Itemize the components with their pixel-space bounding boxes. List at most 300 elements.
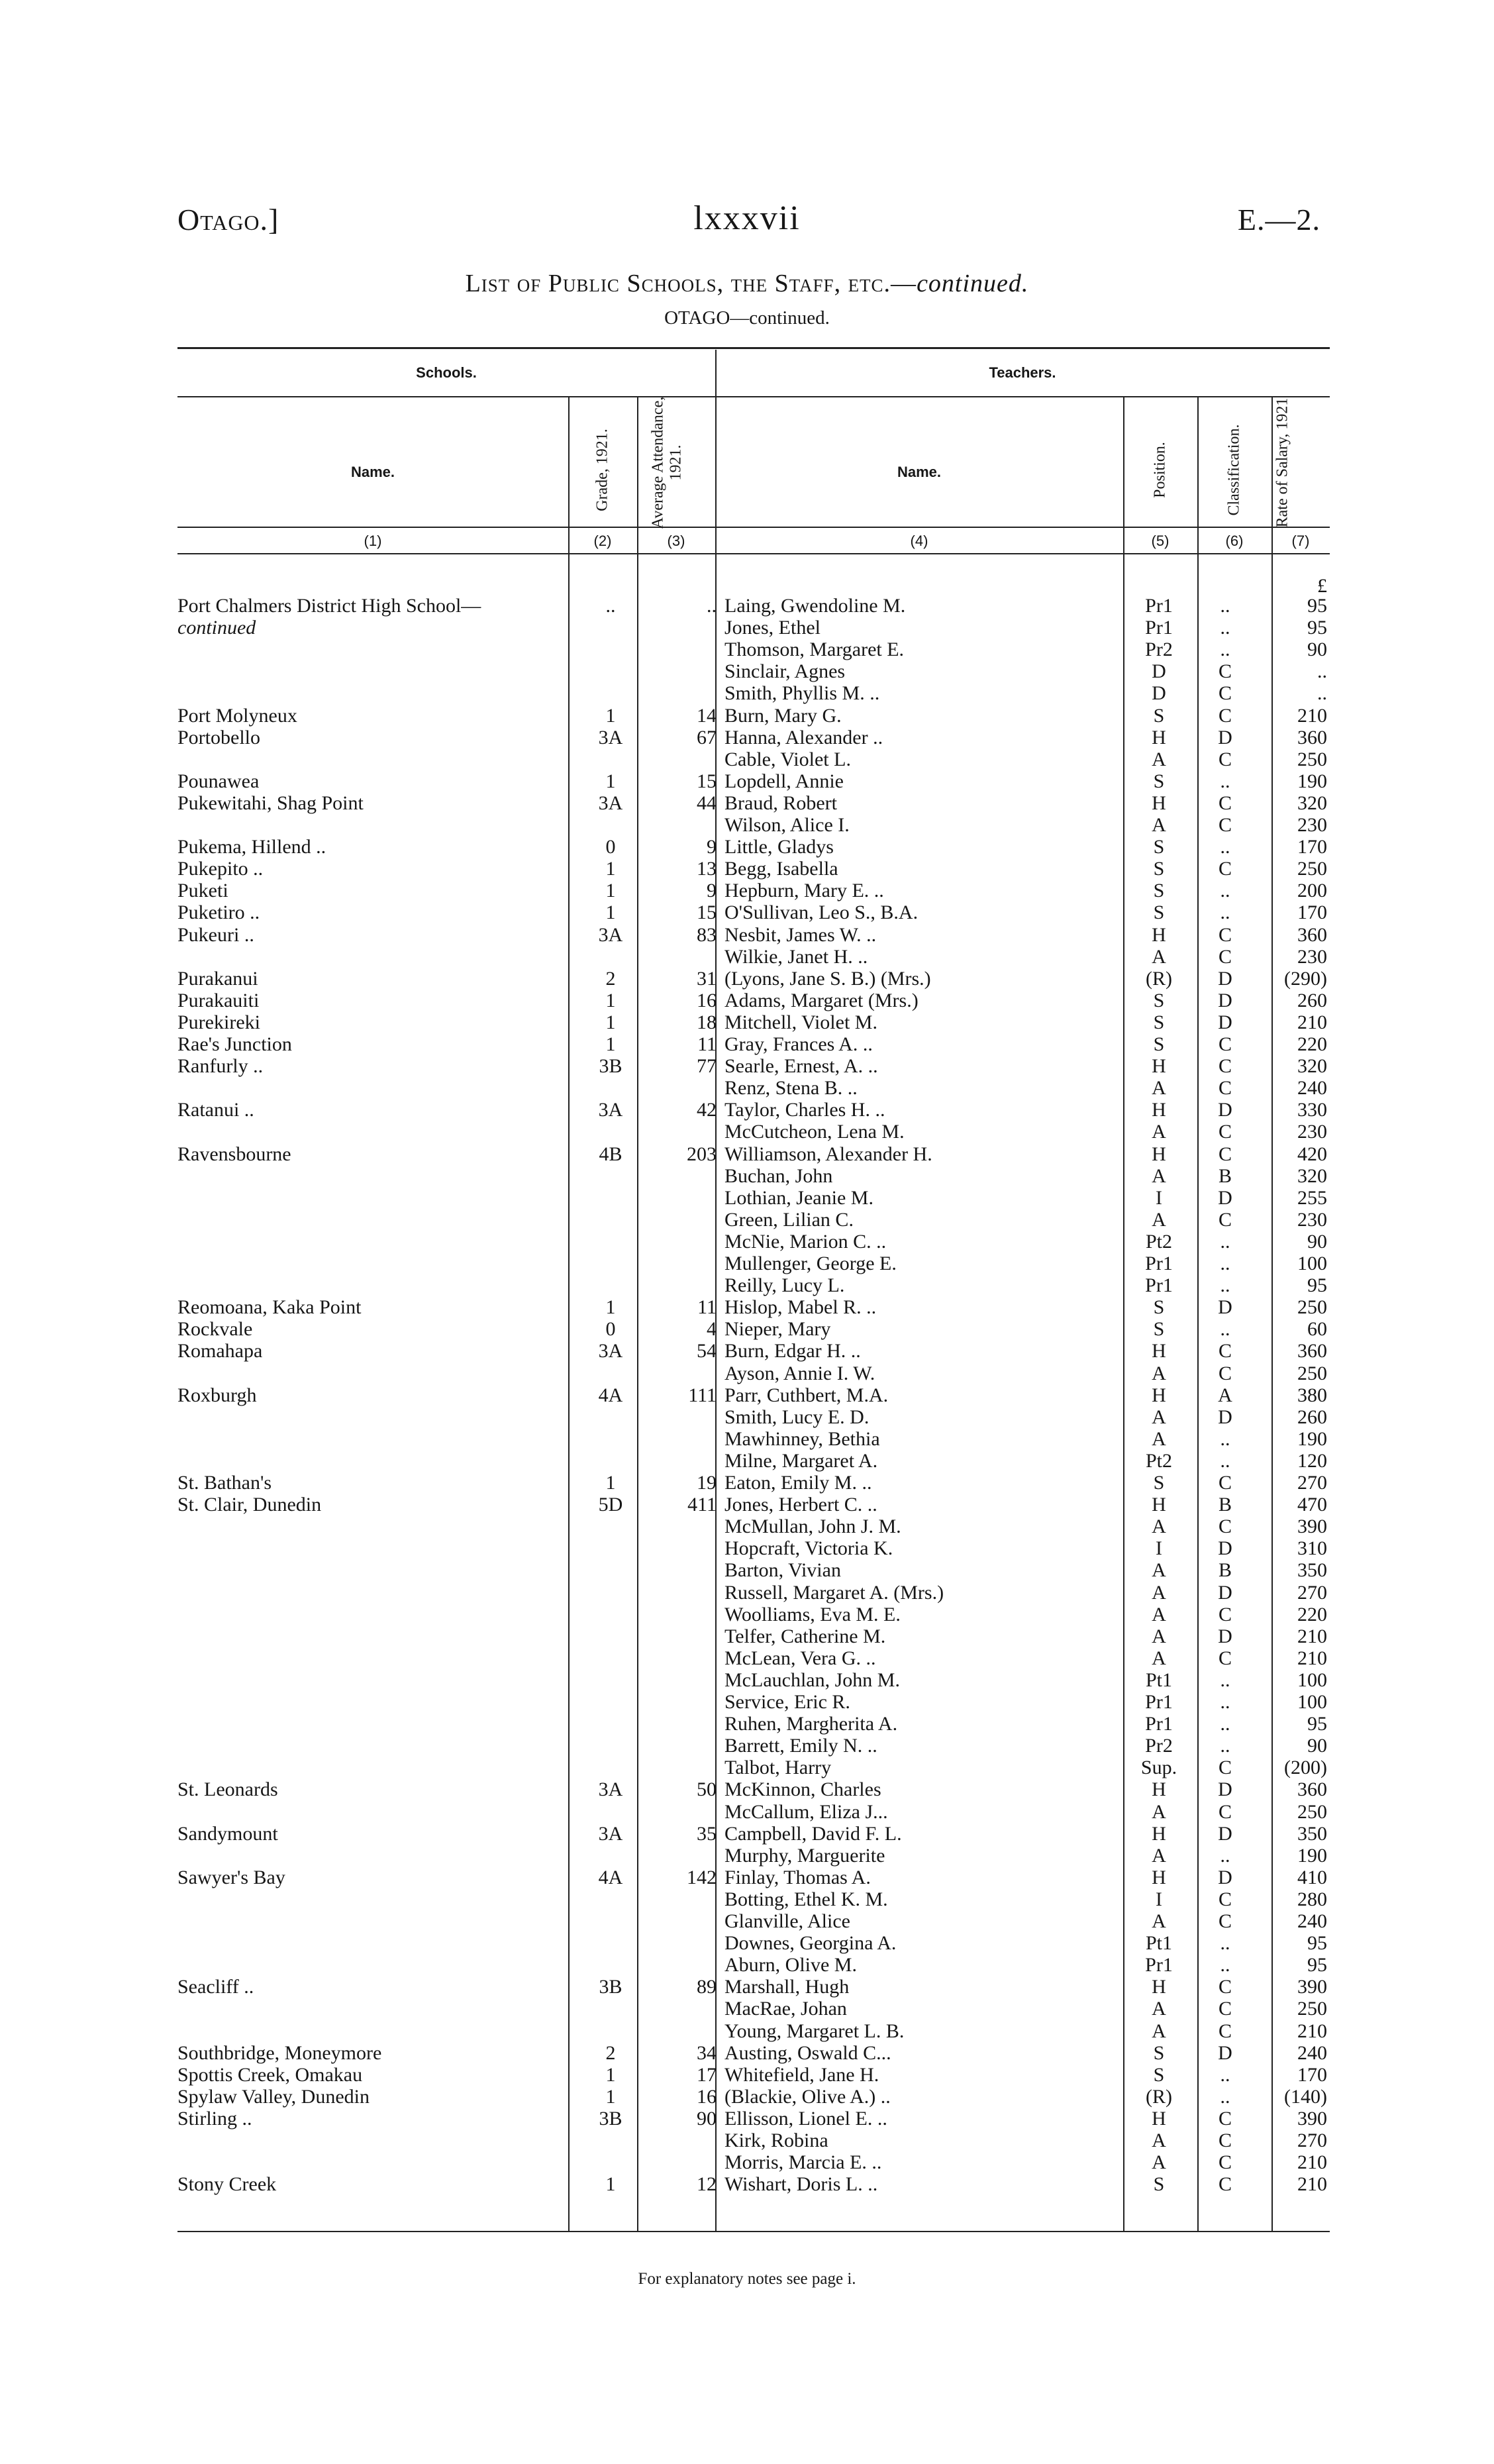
title-main: List of Public Schools, the Staff, etc.— xyxy=(465,270,917,297)
attendance: 9 xyxy=(707,836,717,858)
table-row xyxy=(0,705,1494,727)
teacher-name: Whitefield, Jane H. xyxy=(724,2063,879,2086)
position: A xyxy=(1152,2020,1166,2042)
colnum-6: (6) xyxy=(1225,533,1244,549)
grade: 1 xyxy=(605,858,616,880)
attendance: 142 xyxy=(687,1866,717,1888)
school-name: Pukepito .. xyxy=(177,858,264,880)
salary: 95 xyxy=(1307,595,1327,617)
classification: .. xyxy=(1220,836,1230,858)
position: A xyxy=(1152,1800,1166,1823)
grade: 1 xyxy=(605,770,616,792)
table-row xyxy=(0,1691,1494,1713)
position: (R) xyxy=(1146,967,1172,990)
table-row xyxy=(0,1428,1494,1450)
attendance: 11 xyxy=(697,1033,717,1055)
table-row xyxy=(0,682,1494,704)
salary: 320 xyxy=(1297,1164,1327,1187)
attendance: 4 xyxy=(707,1318,717,1341)
position: D xyxy=(1152,682,1166,705)
school-name: Puketi xyxy=(177,880,228,902)
attendance: .. xyxy=(707,595,717,617)
salary: 360 xyxy=(1297,923,1327,946)
table-row xyxy=(0,792,1494,814)
position: A xyxy=(1152,1581,1166,1604)
teacher-name: Nesbit, James W. .. xyxy=(724,923,877,946)
grade: 1 xyxy=(605,1033,616,1055)
salary: 100 xyxy=(1297,1253,1327,1274)
table-row xyxy=(0,1976,1494,1998)
grade: 3A xyxy=(598,1340,623,1362)
table-row xyxy=(0,1099,1494,1121)
position: S xyxy=(1153,901,1165,924)
grade: 1 xyxy=(605,1472,616,1494)
position: Pr1 xyxy=(1145,1253,1173,1274)
attendance: 15 xyxy=(697,901,717,924)
teacher-name: Marshall, Hugh xyxy=(724,1976,850,1998)
position: S xyxy=(1153,2173,1165,2196)
teacher-name: Russell, Margaret A. (Mrs.) xyxy=(724,1581,944,1604)
school-name: Southbridge, Moneymore xyxy=(177,2041,382,2064)
salary: 100 xyxy=(1297,1668,1327,1691)
salary: 360 xyxy=(1297,1778,1327,1801)
teacher-name: O'Sullivan, Leo S., B.A. xyxy=(724,901,919,924)
position: S xyxy=(1153,1033,1165,1055)
salary: 360 xyxy=(1297,1340,1327,1362)
footnote: For explanatory notes see page i. xyxy=(638,2270,856,2288)
school-name: continued xyxy=(177,617,256,639)
teacher-name: Sinclair, Agnes xyxy=(724,660,846,683)
attendance: 15 xyxy=(697,770,717,792)
salary: 270 xyxy=(1297,1472,1327,1494)
salary: 220 xyxy=(1297,1603,1327,1625)
table-row xyxy=(0,946,1494,968)
position: A xyxy=(1152,748,1166,770)
position: Pt2 xyxy=(1145,1230,1173,1253)
grade: 2 xyxy=(605,967,616,990)
salary: 240 xyxy=(1297,2041,1327,2064)
teacher-name: Wilkie, Janet H. .. xyxy=(724,945,868,968)
table-row xyxy=(0,2130,1494,2151)
colnum-5: (5) xyxy=(1151,533,1170,549)
salary-header: Rate of Salary, 1921 xyxy=(1273,397,1291,528)
teacher-name: Mitchell, Violet M. xyxy=(724,1011,877,1033)
classification: A xyxy=(1218,1384,1232,1406)
classification: C xyxy=(1218,2130,1232,2151)
table-row xyxy=(0,901,1494,923)
position: A xyxy=(1152,1362,1166,1384)
classification: D xyxy=(1218,1186,1232,1209)
school-name: Puketiro .. xyxy=(177,901,260,924)
classification: D xyxy=(1218,1099,1232,1121)
position: H xyxy=(1152,1099,1166,1121)
grade: 1 xyxy=(605,2063,616,2086)
teacher-name: Downes, Georgina A. xyxy=(724,1932,897,1955)
classification: .. xyxy=(1220,595,1230,617)
salary: 250 xyxy=(1297,858,1327,880)
position: H xyxy=(1152,2107,1166,2130)
classification: .. xyxy=(1220,1274,1230,1297)
grade: 4B xyxy=(599,1143,622,1165)
table-row xyxy=(0,1143,1494,1165)
teacher-name: McMullan, John J. M. xyxy=(724,1515,901,1538)
attendance-header: Average Attendance, 1921. xyxy=(649,396,685,529)
grade: 5D xyxy=(598,1494,623,1516)
position: Pr1 xyxy=(1145,595,1173,617)
teacher-name: (Blackie, Olive A.) .. xyxy=(724,2085,891,2108)
teacher-name: Morris, Marcia E. .. xyxy=(724,2151,882,2174)
table-row xyxy=(0,1209,1494,1231)
classification: C xyxy=(1218,1603,1232,1625)
school-name: Pukewitahi, Shag Point xyxy=(177,792,364,814)
table-row xyxy=(0,1910,1494,1932)
teacher-name: Buchan, John xyxy=(724,1164,833,1187)
teacher-name: Wishart, Doris L. .. xyxy=(724,2173,878,2196)
table-row xyxy=(0,595,1494,617)
salary: 95 xyxy=(1307,617,1327,639)
table-row xyxy=(0,1340,1494,1362)
attendance: 16 xyxy=(697,2085,717,2108)
school-name: Stirling .. xyxy=(177,2107,252,2130)
table-row xyxy=(0,1274,1494,1296)
school-name: Ratanui .. xyxy=(177,1099,254,1121)
salary: 170 xyxy=(1297,836,1327,858)
salary: 170 xyxy=(1297,901,1327,924)
position: H xyxy=(1152,923,1166,946)
position: S xyxy=(1153,1296,1165,1319)
position: A xyxy=(1152,1164,1166,1187)
classification-header: Classification. xyxy=(1225,424,1243,516)
teacher-name: Williamson, Alexander H. xyxy=(724,1143,932,1165)
salary: 210 xyxy=(1297,2020,1327,2042)
position: Pt1 xyxy=(1145,1932,1173,1955)
teacher-name: Smith, Lucy E. D. xyxy=(724,1406,870,1428)
teacher-name: Hanna, Alexander .. xyxy=(724,726,883,748)
salary: 90 xyxy=(1307,1735,1327,1757)
teacher-name: Smith, Phyllis M. .. xyxy=(724,682,880,705)
salary: 190 xyxy=(1297,1844,1327,1867)
salary: 220 xyxy=(1297,1033,1327,1055)
classification: C xyxy=(1218,1077,1232,1100)
grade: 1 xyxy=(605,989,616,1011)
attendance: 50 xyxy=(697,1778,717,1801)
salary: 240 xyxy=(1297,1077,1327,1100)
position: H xyxy=(1152,1384,1166,1406)
classification: .. xyxy=(1220,1668,1230,1691)
salary: (140) xyxy=(1284,2085,1327,2108)
table-row xyxy=(0,660,1494,682)
position: Pr1 xyxy=(1145,617,1173,639)
grade: 3B xyxy=(599,2107,622,2130)
page-subtitle: OTAGO—continued. xyxy=(664,307,830,329)
position: Pr1 xyxy=(1145,1713,1173,1735)
table-bottom-rule xyxy=(177,2231,1330,2232)
salary: 90 xyxy=(1307,1230,1327,1253)
teacher-name: Renz, Stena B. .. xyxy=(724,1077,858,1100)
table-row xyxy=(0,1406,1494,1428)
school-name: Roxburgh xyxy=(177,1384,257,1406)
position: S xyxy=(1153,836,1165,858)
table-row xyxy=(0,1077,1494,1099)
classification: C xyxy=(1218,1121,1232,1143)
table-row xyxy=(0,1318,1494,1340)
classification: .. xyxy=(1220,1713,1230,1735)
classification: .. xyxy=(1220,1691,1230,1713)
salary: 200 xyxy=(1297,880,1327,902)
grade-header: Grade, 1921. xyxy=(593,429,611,511)
school-name: St. Clair, Dunedin xyxy=(177,1494,322,1516)
teacher-name: Mullenger, George E. xyxy=(724,1253,897,1274)
salary: 120 xyxy=(1297,1449,1327,1472)
position: A xyxy=(1152,1208,1166,1231)
salary: 310 xyxy=(1297,1537,1327,1560)
grade: 1 xyxy=(605,2085,616,2108)
header-rule-1 xyxy=(177,396,1330,397)
position: S xyxy=(1153,989,1165,1011)
salary: 330 xyxy=(1297,1099,1327,1121)
teacher-name: McKinnon, Charles xyxy=(724,1778,881,1801)
attendance: 89 xyxy=(697,1976,717,1998)
classification: C xyxy=(1218,2107,1232,2130)
table-row xyxy=(0,880,1494,901)
page-number: lxxxvii xyxy=(693,199,801,237)
teachers-header: Teachers. xyxy=(989,364,1056,381)
attendance: 411 xyxy=(687,1494,717,1516)
table-row xyxy=(0,1713,1494,1735)
classification: D xyxy=(1218,1822,1232,1845)
position: (R) xyxy=(1146,2085,1172,2108)
teacher-name: Cable, Violet L. xyxy=(724,748,851,770)
salary: 60 xyxy=(1307,1318,1327,1341)
teacher-name: Taylor, Charles H. .. xyxy=(724,1099,885,1121)
salary: 390 xyxy=(1297,2107,1327,2130)
currency-symbol: £ xyxy=(1317,575,1327,597)
salary: 90 xyxy=(1307,639,1327,661)
table-row xyxy=(0,1867,1494,1888)
grade: 0 xyxy=(605,836,616,858)
classification: .. xyxy=(1220,2063,1230,2086)
teacher-name: Finlay, Thomas A. xyxy=(724,1866,871,1888)
position: Sup. xyxy=(1140,1757,1177,1779)
classification: B xyxy=(1218,1494,1232,1516)
grade: 3A xyxy=(598,726,623,748)
teacher-name: Mawhinney, Bethia xyxy=(724,1427,880,1450)
teacher-name: Thomson, Margaret E. xyxy=(724,639,905,661)
position: S xyxy=(1153,858,1165,880)
position: A xyxy=(1152,1625,1166,1647)
teacher-name: Hopcraft, Victoria K. xyxy=(724,1537,893,1560)
table-row xyxy=(0,1669,1494,1691)
classification: .. xyxy=(1220,639,1230,661)
salary: 95 xyxy=(1307,1713,1327,1735)
position: A xyxy=(1152,1998,1166,2020)
teacher-name: Jones, Ethel xyxy=(724,617,821,639)
position: S xyxy=(1153,880,1165,902)
table-row xyxy=(0,1450,1494,1472)
position: A xyxy=(1152,814,1166,836)
position: A xyxy=(1152,1406,1166,1428)
teacher-name: McNie, Marion C. .. xyxy=(724,1230,887,1253)
grade: 1 xyxy=(605,1296,616,1319)
school-name: Purakanui xyxy=(177,967,258,990)
salary: (200) xyxy=(1284,1757,1327,1779)
attendance: 13 xyxy=(697,858,717,880)
classification: D xyxy=(1218,967,1232,990)
position: H xyxy=(1152,1778,1166,1801)
teacher-name: Kirk, Robina xyxy=(724,2130,828,2151)
classification: B xyxy=(1218,1559,1232,1582)
teacher-name: Nieper, Mary xyxy=(724,1318,831,1341)
classification: C xyxy=(1218,945,1232,968)
teacher-name: McCallum, Eliza J... xyxy=(724,1800,888,1823)
grade: 3A xyxy=(598,1822,623,1845)
classification: C xyxy=(1218,1515,1232,1538)
salary: 350 xyxy=(1297,1822,1327,1845)
school-name: Portobello xyxy=(177,726,260,748)
position: H xyxy=(1152,726,1166,748)
table-row xyxy=(0,2064,1494,2086)
salary: 210 xyxy=(1297,704,1327,727)
salary: 95 xyxy=(1307,1954,1327,1976)
colnum-1: (1) xyxy=(364,533,382,549)
table-row xyxy=(0,727,1494,748)
table-row xyxy=(0,770,1494,792)
salary: 320 xyxy=(1297,1055,1327,1078)
teacher-name: Burn, Edgar H. .. xyxy=(724,1340,861,1362)
grade: 4A xyxy=(598,1866,623,1888)
school-name-header: Name. xyxy=(350,464,395,480)
salary: 230 xyxy=(1297,1121,1327,1143)
grade: 3A xyxy=(598,1099,623,1121)
attendance: 34 xyxy=(697,2041,717,2064)
table-row xyxy=(0,1625,1494,1647)
teacher-name: Botting, Ethel K. M. xyxy=(724,1888,888,1910)
grade: .. xyxy=(605,595,616,617)
position: Pr1 xyxy=(1145,1691,1173,1713)
table-row xyxy=(0,814,1494,836)
attendance: 42 xyxy=(697,1099,717,1121)
classification: D xyxy=(1218,1537,1232,1560)
position: Pr2 xyxy=(1145,1735,1173,1757)
schools-header: Schools. xyxy=(416,364,477,381)
teacher-name: Murphy, Marguerite xyxy=(724,1844,885,1867)
position: H xyxy=(1152,1494,1166,1516)
school-name: Port Chalmers District High School— xyxy=(177,595,481,617)
colnum-2: (2) xyxy=(593,533,612,549)
attendance: 77 xyxy=(697,1055,717,1078)
classification: C xyxy=(1218,1472,1232,1494)
teacher-name: Burn, Mary G. xyxy=(724,704,842,727)
classification: C xyxy=(1218,858,1232,880)
classification: .. xyxy=(1220,880,1230,902)
position: A xyxy=(1152,945,1166,968)
classification: .. xyxy=(1220,1253,1230,1274)
teacher-name: Service, Eric R. xyxy=(724,1691,850,1713)
salary: 250 xyxy=(1297,748,1327,770)
salary: .. xyxy=(1317,660,1327,683)
table-row xyxy=(0,617,1494,639)
position: A xyxy=(1152,1427,1166,1450)
header-rule-3 xyxy=(177,553,1330,554)
teacher-name: Telfer, Catherine M. xyxy=(724,1625,886,1647)
table-row xyxy=(0,1033,1494,1055)
school-name: Rockvale xyxy=(177,1318,253,1341)
school-name: Sandymount xyxy=(177,1822,278,1845)
classification: C xyxy=(1218,1362,1232,1384)
position: S xyxy=(1153,1011,1165,1033)
salary: 410 xyxy=(1297,1866,1327,1888)
teacher-name: Braud, Robert xyxy=(724,792,837,814)
classification: C xyxy=(1218,1208,1232,1231)
attendance: 16 xyxy=(697,989,717,1011)
school-name: Pukema, Hillend .. xyxy=(177,836,326,858)
classification: .. xyxy=(1220,617,1230,639)
school-name: Pukeuri .. xyxy=(177,923,254,946)
salary: 210 xyxy=(1297,1647,1327,1669)
position: A xyxy=(1152,1603,1166,1625)
grade: 1 xyxy=(605,901,616,924)
position: S xyxy=(1153,704,1165,727)
teacher-name: McLauchlan, John M. xyxy=(724,1668,900,1691)
position: D xyxy=(1152,660,1166,683)
table-row xyxy=(0,1801,1494,1823)
classification: .. xyxy=(1220,1932,1230,1955)
teacher-name: McCutcheon, Lena M. xyxy=(724,1121,905,1143)
grade: 3A xyxy=(598,923,623,946)
teacher-name: Laing, Gwendoline M. xyxy=(724,595,906,617)
teacher-name: Glanville, Alice xyxy=(724,1910,850,1932)
school-name: St. Leonards xyxy=(177,1778,278,1801)
salary: 270 xyxy=(1297,1581,1327,1604)
teacher-name: Begg, Isabella xyxy=(724,858,838,880)
position: Pt1 xyxy=(1145,1668,1173,1691)
classification: .. xyxy=(1220,1735,1230,1757)
table-row xyxy=(0,1735,1494,1757)
classification: .. xyxy=(1220,901,1230,924)
teacher-name: Barrett, Emily N. .. xyxy=(724,1735,877,1757)
classification: D xyxy=(1218,1625,1232,1647)
teacher-name: Hepburn, Mary E. .. xyxy=(724,880,884,902)
salary: 250 xyxy=(1297,1296,1327,1319)
classification: C xyxy=(1218,682,1232,705)
classification: D xyxy=(1218,1296,1232,1319)
position: H xyxy=(1152,1822,1166,1845)
table-row xyxy=(0,990,1494,1011)
teacher-name: Milne, Margaret A. xyxy=(724,1449,878,1472)
classification: C xyxy=(1218,1998,1232,2020)
table-row xyxy=(0,2042,1494,2064)
grade: 3A xyxy=(598,792,623,814)
table-row xyxy=(0,1954,1494,1976)
table-top-rule xyxy=(177,347,1330,349)
salary: 380 xyxy=(1297,1384,1327,1406)
position: H xyxy=(1152,1976,1166,1998)
attendance: 67 xyxy=(697,726,717,748)
table-row xyxy=(0,858,1494,880)
classification: C xyxy=(1218,923,1232,946)
table-row xyxy=(0,1296,1494,1318)
teacher-name: Gray, Frances A. .. xyxy=(724,1033,873,1055)
salary: 260 xyxy=(1297,1406,1327,1428)
salary: .. xyxy=(1317,682,1327,705)
table-row xyxy=(0,1253,1494,1274)
teacher-name: Talbot, Harry xyxy=(724,1757,832,1779)
school-name: Pounawea xyxy=(177,770,260,792)
page-header-right: E.—2. xyxy=(1237,203,1320,236)
position: I xyxy=(1156,1537,1162,1560)
salary: 95 xyxy=(1307,1932,1327,1955)
classification: C xyxy=(1218,1800,1232,1823)
